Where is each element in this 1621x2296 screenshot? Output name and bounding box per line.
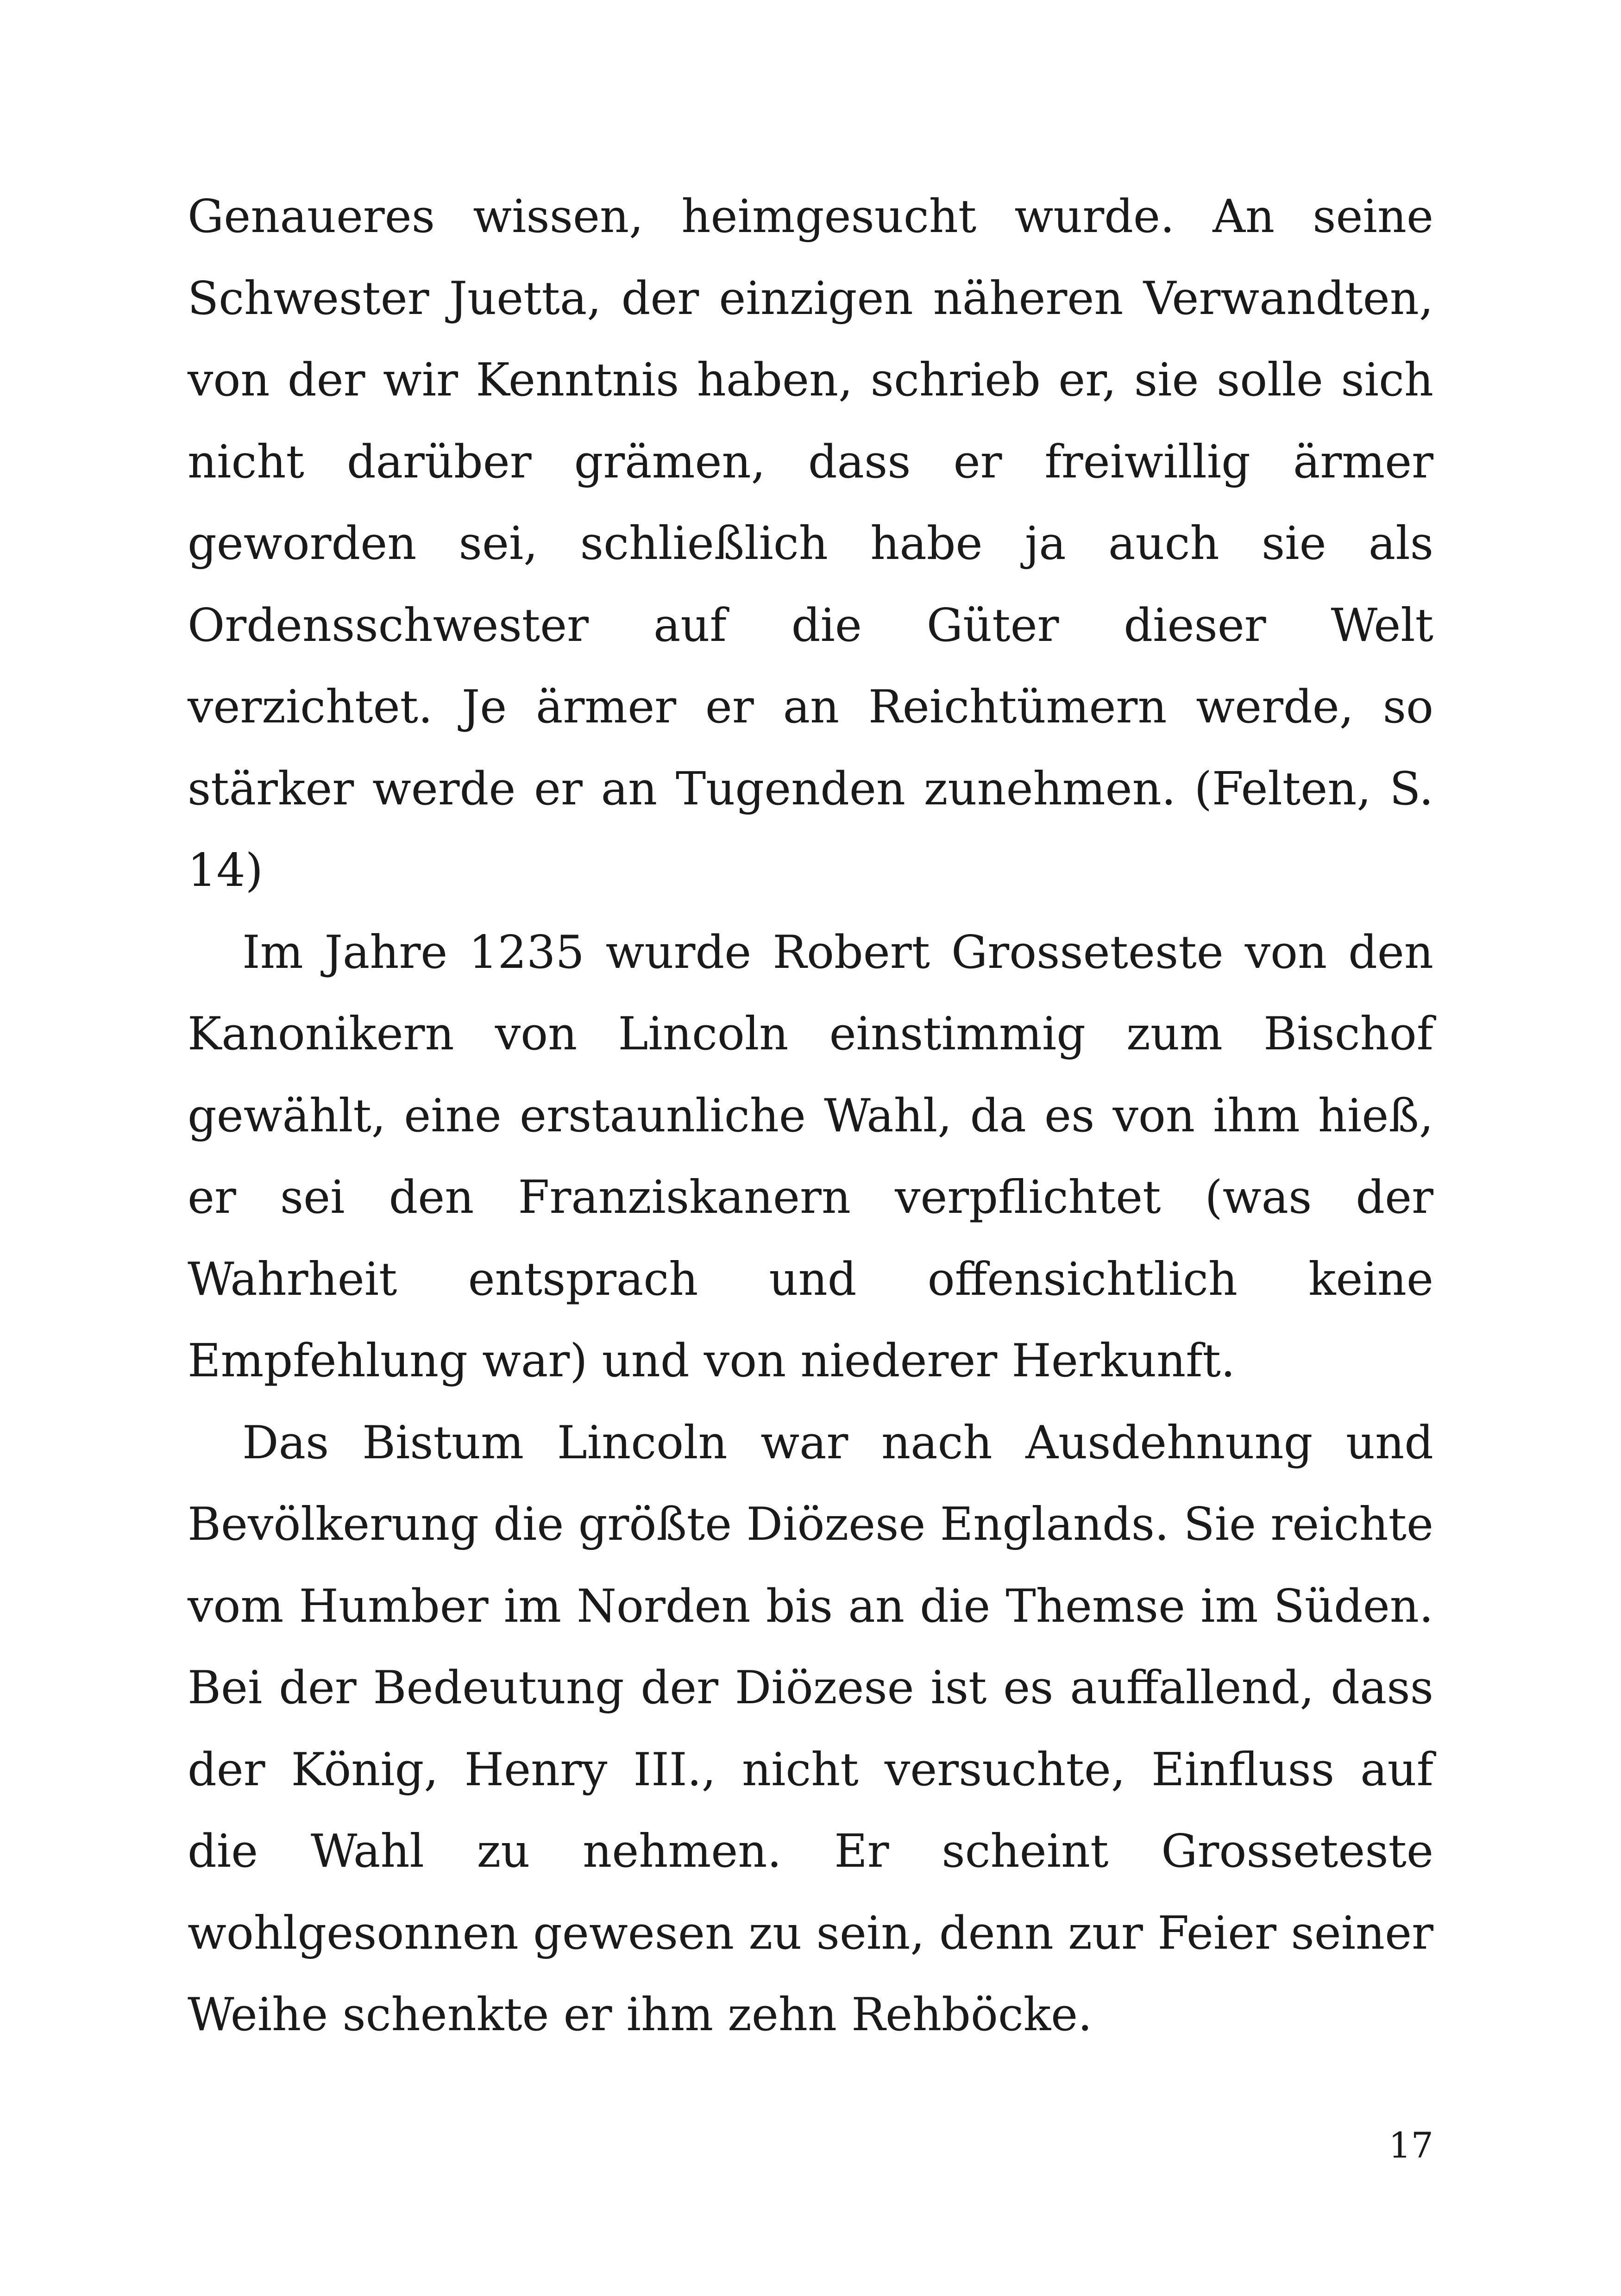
body-text bbox=[188, 176, 1433, 2056]
paragraph-1: Genaueres wissen, heimgesucht wurde. An seine Schwester Juetta, der einzigen näheren Verwandten, von der wir Kenntnis haben, schrieb er, sie solle sich nicht darüber grämen, dass er freiwillig ärmer geworden sei, schließlich habe ja auch sie als Ordensschwester auf die Güter dieser Welt verzichtet. Je ärmer er an Reichtümern werde, so stärker werde er an Tugenden zunehmen. (Felten, S. 14) bbox=[188, 190, 1433, 897]
paragraph-3: Das Bistum Lincoln war nach Ausdehnung und Bevölkerung die größte Diözese Englands. Sie reichte vom Humber im Norden bis an die Themse im Süden. Bei der Bedeutung der Diözese ist es auffallend, dass der König, Henry III., nicht versuchte, Einfluss auf die Wahl zu nehmen. Er scheint Grosseteste wohlgesonnen gewesen zu sein, denn zur Feier seiner Weihe schenkte er ihm zehn Rehböcke. bbox=[188, 1416, 1433, 2041]
page-number: 17 bbox=[1389, 2125, 1433, 2166]
paragraph-2: Im Jahre 1235 wurde Robert Grosseteste von den Kanonikern von Lincoln einstimmig zum Bischof gewählt, eine erstaunliche Wahl, da es von ihm hieß, er sei den Franziskanern verpflichtet (was der Wahrheit entsprach und offensichtlich keine Empfehlung war) und von niederer Herkunft. bbox=[188, 926, 1433, 1387]
